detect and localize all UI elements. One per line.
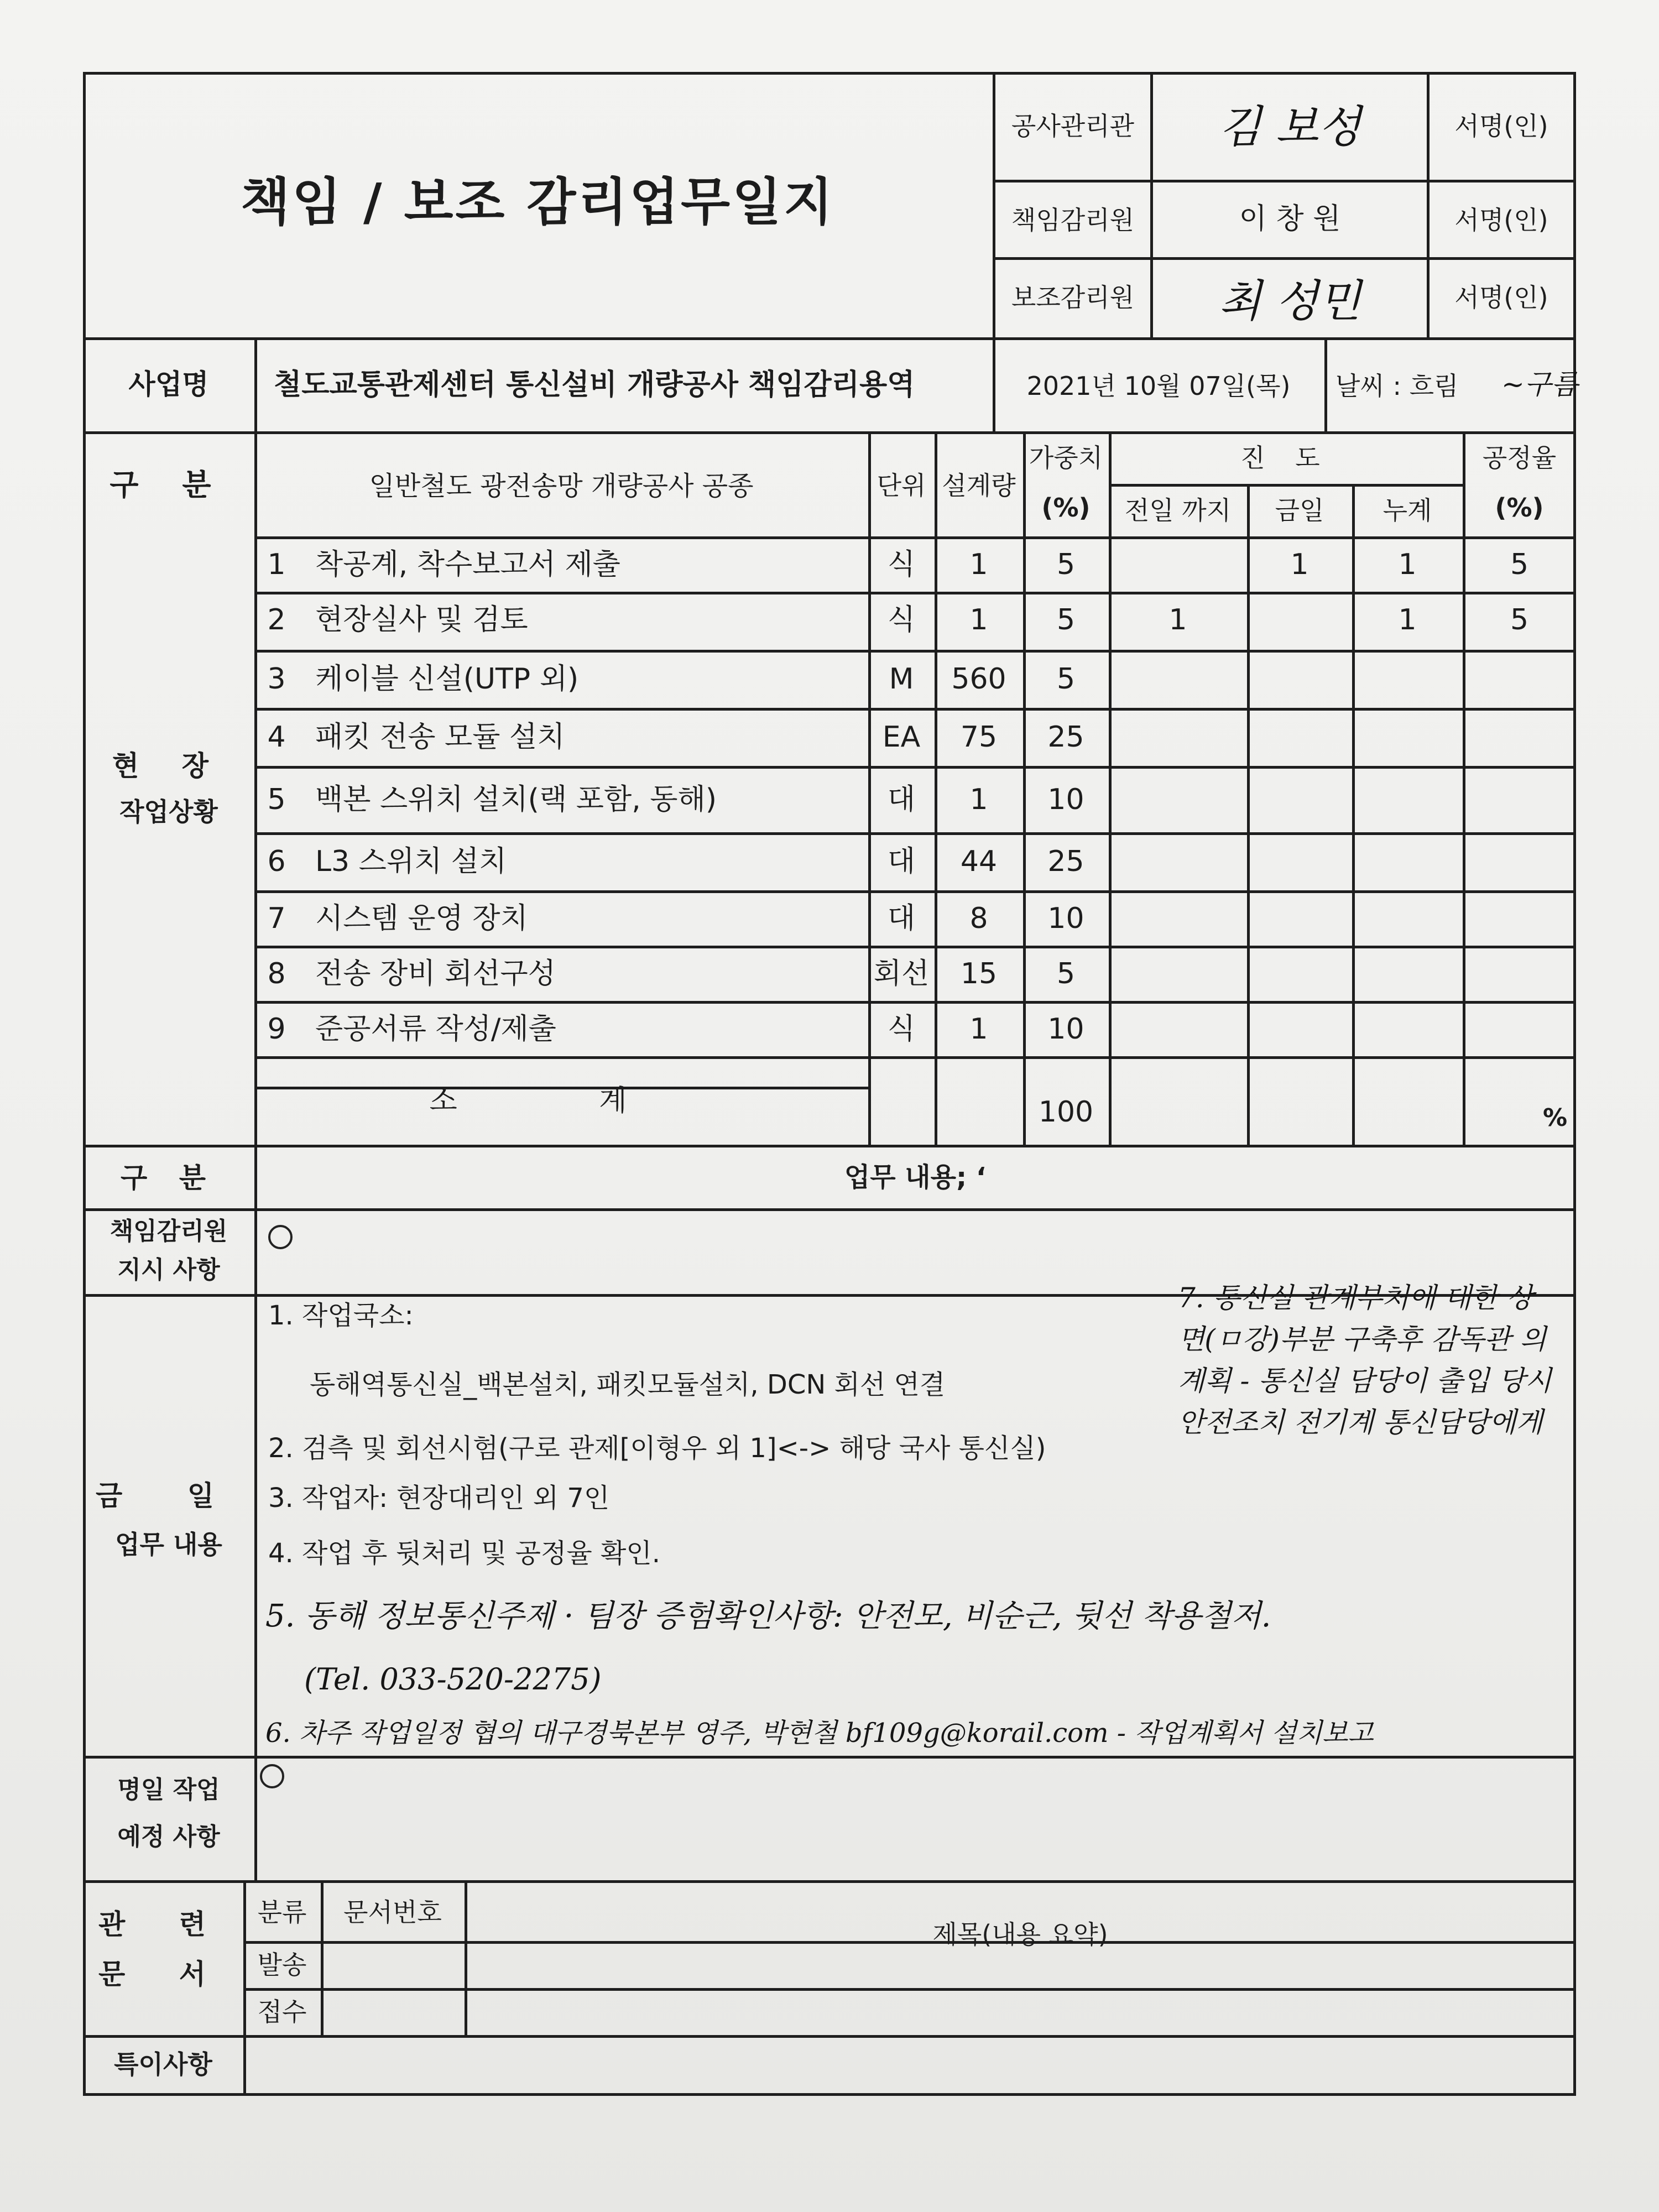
project-bottom-line bbox=[83, 431, 1576, 434]
row-item: 현장실사 및 검토 bbox=[315, 603, 528, 637]
today-header: 금일 bbox=[1275, 495, 1324, 525]
work-type-header: 일반철도 광전송망 개량공사 공종 bbox=[369, 471, 754, 502]
row-weight: 10 bbox=[1047, 902, 1084, 935]
duty-line bbox=[83, 1880, 1576, 1883]
approval-name-chief: 이 창 원 bbox=[1239, 202, 1341, 236]
handwritten-note: 6. 차주 작업일정 협의 대구경북본부 영주, 박현철 bf109g@korail.com - 작업계획서 설치보고 bbox=[265, 1718, 1374, 1749]
work-item: 3. 작업자: 현장대리인 외 7인 bbox=[268, 1483, 610, 1514]
row-prev: 1 bbox=[1168, 603, 1187, 637]
row-item: 전송 장비 회선구성 bbox=[315, 957, 556, 990]
weather-label: 날씨 : 흐림 bbox=[1335, 371, 1459, 401]
duty-line bbox=[83, 1208, 1576, 1211]
docs-received-label: 접수 bbox=[257, 1997, 307, 2027]
row-weight: 25 bbox=[1047, 845, 1084, 878]
row-unit: 대 bbox=[887, 783, 916, 816]
row-qty: 15 bbox=[960, 957, 998, 990]
row-unit: 회선 bbox=[873, 957, 930, 990]
weight-pct-header: (%) bbox=[1041, 493, 1091, 523]
instruction-label-2: 지시 사항 bbox=[117, 1256, 220, 1284]
row-rate: 5 bbox=[1510, 548, 1529, 581]
progress-sub-line bbox=[1109, 484, 1463, 487]
table-row-line bbox=[254, 1056, 1576, 1059]
duty-line bbox=[83, 1756, 1576, 1759]
row-unit: 식 bbox=[887, 603, 916, 637]
weather-hand-note: ~구름 bbox=[1501, 368, 1578, 400]
log-date: 2021년 10월 07일(목) bbox=[1026, 371, 1291, 401]
row-unit: 대 bbox=[887, 902, 916, 935]
table-row-line bbox=[254, 946, 1576, 948]
docs-category-header: 분류 bbox=[257, 1897, 307, 1927]
row-qty: 1 bbox=[969, 783, 988, 816]
row-no: 5 bbox=[267, 783, 286, 816]
row-item: 시스템 운영 장치 bbox=[315, 902, 528, 935]
row-item: 백본 스위치 설치(랙 포함, 동해) bbox=[315, 783, 717, 816]
row-unit: EA bbox=[882, 721, 921, 754]
docs-sent-label: 발송 bbox=[257, 1950, 307, 1980]
approval-role-manager: 공사관리관 bbox=[1011, 111, 1135, 141]
approval-sign-chief: 서명(인) bbox=[1454, 205, 1548, 235]
supervision-log-form bbox=[83, 72, 1576, 2096]
row-unit: 식 bbox=[887, 548, 916, 581]
project-label: 사업명 bbox=[128, 368, 209, 400]
row-rate: 5 bbox=[1510, 603, 1529, 637]
docs-line bbox=[243, 1988, 1576, 1991]
docs-label-2: 문 서 bbox=[98, 1958, 228, 1990]
row-cumulative: 1 bbox=[1398, 603, 1417, 637]
table-row-line bbox=[254, 890, 1576, 893]
remarks-label: 특이사항 bbox=[114, 2049, 212, 2079]
instruction-label: 책임감리원 bbox=[109, 1217, 228, 1245]
tomorrow-label: 명일 작업 bbox=[117, 1776, 220, 1804]
table-bottom-line bbox=[83, 1145, 1576, 1147]
row-qty: 560 bbox=[951, 662, 1006, 696]
frame-top bbox=[83, 72, 1576, 75]
table-row-line bbox=[254, 832, 1576, 835]
row-no: 9 bbox=[267, 1013, 286, 1046]
table-row-line bbox=[254, 766, 1576, 769]
handwritten-note: 5. 동해 정보통신주제 · 팀장 증험확인사항: 안전모, 비순근, 뒷선 착용철저. bbox=[265, 1598, 1271, 1634]
table-divider bbox=[1352, 484, 1355, 1145]
row-cumulative: 1 bbox=[1398, 548, 1417, 581]
row-qty: 1 bbox=[969, 548, 988, 581]
tomorrow-label-2: 예정 사항 bbox=[117, 1823, 220, 1851]
subtotal-weight: 100 bbox=[1038, 1095, 1094, 1129]
table-row-line bbox=[254, 708, 1576, 711]
approval-name-assistant: 최 성민 bbox=[1218, 275, 1361, 327]
frame-bottom bbox=[83, 2093, 1576, 2096]
row-item: 준공서류 작성/제출 bbox=[315, 1013, 556, 1046]
table-divider bbox=[1247, 484, 1250, 1145]
duty-divider bbox=[254, 1145, 257, 1880]
row-weight: 25 bbox=[1047, 721, 1084, 754]
rate-pct-header: (%) bbox=[1495, 493, 1544, 523]
row-no: 2 bbox=[267, 603, 286, 637]
weather-divider bbox=[1324, 337, 1327, 431]
approval-role-chief: 책임감리원 bbox=[1011, 205, 1135, 235]
table-header-line bbox=[254, 536, 1576, 539]
row-qty: 1 bbox=[969, 1013, 988, 1046]
today-work-label-2: 업무 내용 bbox=[115, 1530, 222, 1559]
row-no: 8 bbox=[267, 957, 286, 990]
docs-subject-header: 제목(내용 요약) bbox=[932, 1919, 1108, 1949]
row-qty: 1 bbox=[969, 603, 988, 637]
project-name: 철도교통관제센터 통신설비 개량공사 책임감리용역 bbox=[274, 368, 915, 401]
row-no: 1 bbox=[267, 548, 286, 581]
tomorrow-bullet bbox=[260, 1764, 284, 1788]
row-item: 착공계, 착수보고서 제출 bbox=[315, 548, 620, 581]
today-work-label: 금 일 bbox=[95, 1480, 242, 1512]
table-row-line bbox=[254, 592, 1576, 594]
row-qty: 75 bbox=[960, 721, 998, 754]
row-weight: 5 bbox=[1056, 548, 1076, 581]
row-no: 6 bbox=[267, 845, 286, 878]
work-item: 4. 작업 후 뒷처리 및 공정율 확인. bbox=[268, 1538, 661, 1569]
docs-label: 관 련 bbox=[98, 1908, 228, 1940]
docs-divider bbox=[465, 1880, 467, 2035]
subtotal-label: 소 계 bbox=[429, 1084, 693, 1118]
subtotal-rate: % bbox=[1543, 1104, 1568, 1132]
row-weight: 10 bbox=[1047, 1013, 1084, 1046]
unit-header: 단위 bbox=[877, 471, 926, 500]
docs-number-header: 문서번호 bbox=[343, 1897, 442, 1927]
site-label: 현 장 bbox=[112, 750, 225, 782]
row-qty: 44 bbox=[960, 845, 998, 878]
row-item: L3 스위치 설치 bbox=[315, 845, 507, 878]
table-row-line bbox=[254, 1001, 1576, 1004]
approval-row-line bbox=[993, 257, 1576, 260]
row-item: 패킷 전송 모듈 설치 bbox=[315, 721, 565, 754]
approval-name-manager: 김 보성 bbox=[1218, 101, 1361, 153]
row-weight: 5 bbox=[1056, 603, 1076, 637]
approval-row-line bbox=[993, 180, 1576, 182]
instruction-bullet bbox=[268, 1225, 293, 1249]
handwritten-note: (Tel. 033-520-2275) bbox=[304, 1662, 602, 1697]
row-weight: 5 bbox=[1056, 957, 1076, 990]
row-no: 3 bbox=[267, 662, 286, 696]
row-today: 1 bbox=[1290, 548, 1309, 581]
row-unit: M bbox=[889, 662, 914, 696]
rate-header: 공정율 bbox=[1482, 443, 1557, 473]
row-unit: 식 bbox=[887, 1013, 916, 1046]
row-unit: 대 bbox=[887, 845, 916, 878]
row-qty: 8 bbox=[969, 902, 988, 935]
prev-header: 전일 까지 bbox=[1124, 495, 1232, 525]
project-label-divider bbox=[254, 337, 257, 431]
work-item: 1. 작업국소: bbox=[268, 1300, 414, 1331]
handwritten-note: 7. 통신실 관계부처에 대한 상면(ㅁ강)부분 구축후 감독관 의 계획 - 통신실 담당이 출입 당시 안전조치 전기계 통신담당에게 bbox=[1178, 1282, 1552, 1438]
duty-content-header: 업무 내용; ‘ bbox=[844, 1162, 987, 1193]
section-label: 구 분 bbox=[109, 467, 228, 502]
approval-role-assistant: 보조감리원 bbox=[1011, 283, 1135, 312]
progress-header: 진 도 bbox=[1240, 443, 1331, 473]
page-title: 책임 / 보조 감리업무일지 bbox=[241, 173, 835, 232]
work-item: 동해역통신실_백본설치, 패킷모듈설치, DCN 회선 연결 bbox=[310, 1369, 946, 1400]
cumulative-header: 누계 bbox=[1383, 495, 1432, 525]
table-row-line bbox=[254, 650, 1576, 653]
weight-header: 가중치 bbox=[1029, 443, 1103, 473]
docs-line bbox=[83, 2035, 1576, 2038]
row-weight: 5 bbox=[1056, 662, 1076, 696]
duty-section-label: 구 분 bbox=[120, 1162, 217, 1194]
site-label-2: 작업상황 bbox=[119, 797, 218, 827]
row-item: 케이블 신설(UTP 외) bbox=[315, 662, 579, 696]
row-weight: 10 bbox=[1047, 783, 1084, 816]
work-item: 2. 검측 및 회선시험(구로 관제[이형우 외 1]<-> 해당 국사 통신실) bbox=[268, 1433, 1046, 1464]
approval-sign-manager: 서명(인) bbox=[1454, 111, 1548, 141]
row-no: 4 bbox=[267, 721, 286, 754]
row-no: 7 bbox=[267, 902, 286, 935]
approval-sign-assistant: 서명(인) bbox=[1454, 283, 1548, 312]
design-qty-header: 설계량 bbox=[942, 471, 1016, 500]
header-bottom-line bbox=[83, 337, 1576, 340]
